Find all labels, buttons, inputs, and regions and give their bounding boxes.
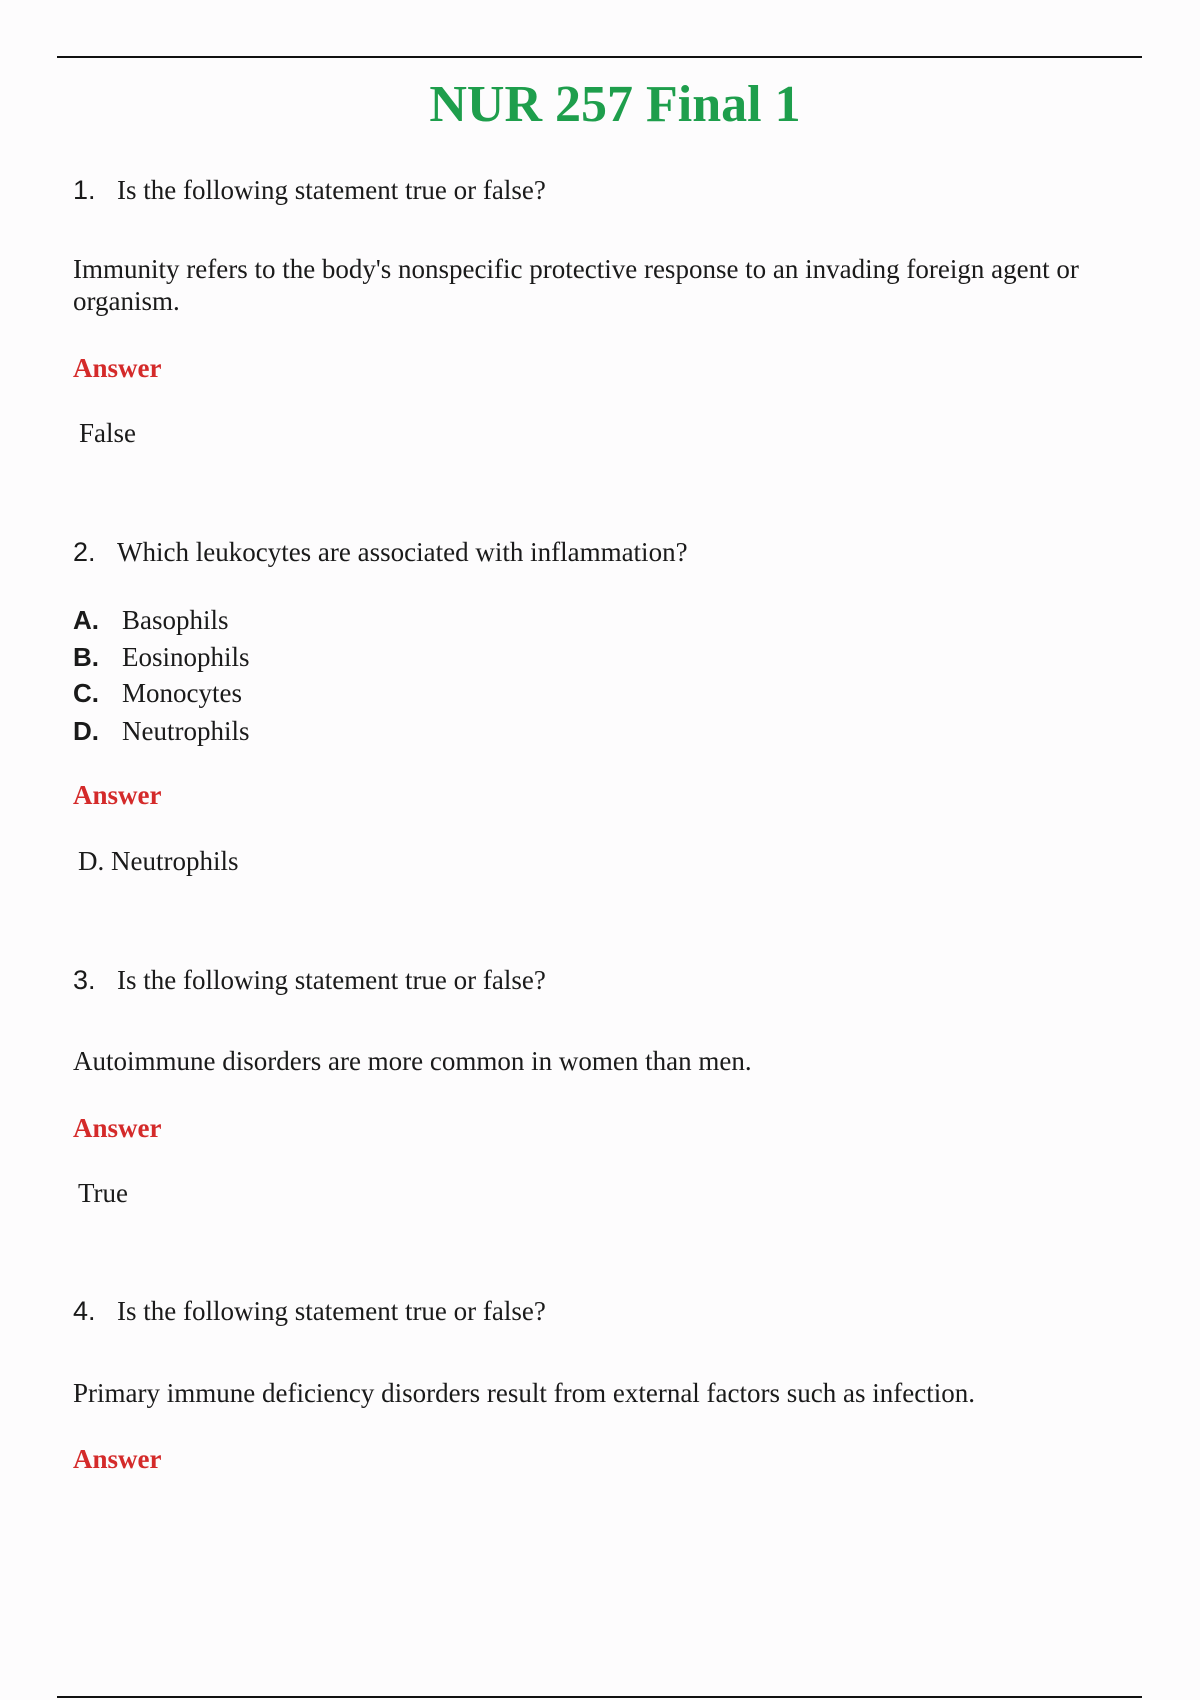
question-number: 1. <box>73 175 96 205</box>
option-letter: C. <box>73 678 99 708</box>
top-rule <box>57 56 1142 58</box>
page-title: NUR 257 Final 1 <box>429 76 801 133</box>
question-4-statement: Primary immune deficiency disorders result from external factors such as infection. <box>73 1378 975 1408</box>
answer-label: Answer <box>73 353 162 383</box>
question-prompt: Is the following statement true or false? <box>117 1296 546 1326</box>
option-b <box>73 639 250 675</box>
option-letter: A. <box>73 605 99 635</box>
question-4 <box>73 1293 546 1329</box>
option-a <box>73 602 229 638</box>
question-2 <box>73 534 688 570</box>
question-number: 2. <box>73 537 96 567</box>
question-1 <box>73 172 546 208</box>
option-text: Neutrophils <box>122 716 250 746</box>
question-number: 3. <box>73 965 96 995</box>
option-letter: B. <box>73 642 99 672</box>
question-3-statement: Autoimmune disorders are more common in women than men. <box>73 1046 752 1076</box>
answer-value: D. Neutrophils <box>78 846 239 876</box>
answer-label: Answer <box>73 1444 162 1474</box>
question-1-statement: Immunity refers to the body's nonspecific protective response to an invading foreign agent or organism. <box>73 254 1079 316</box>
option-text: Basophils <box>122 605 229 635</box>
option-text: Eosinophils <box>122 642 250 672</box>
question-prompt: Which leukocytes are associated with inflammation? <box>117 537 688 567</box>
option-letter: D. <box>73 716 99 746</box>
option-c <box>73 675 242 711</box>
option-text: Monocytes <box>122 678 242 708</box>
answer-label: Answer <box>73 1113 162 1143</box>
answer-value: False <box>79 418 136 448</box>
question-prompt: Is the following statement true or false? <box>117 175 546 205</box>
bottom-rule <box>57 1696 1142 1698</box>
option-d <box>73 713 250 749</box>
question-prompt: Is the following statement true or false? <box>117 965 546 995</box>
answer-value: True <box>78 1178 129 1208</box>
question-3 <box>73 962 546 998</box>
answer-label: Answer <box>73 780 162 810</box>
question-number: 4. <box>73 1296 96 1326</box>
